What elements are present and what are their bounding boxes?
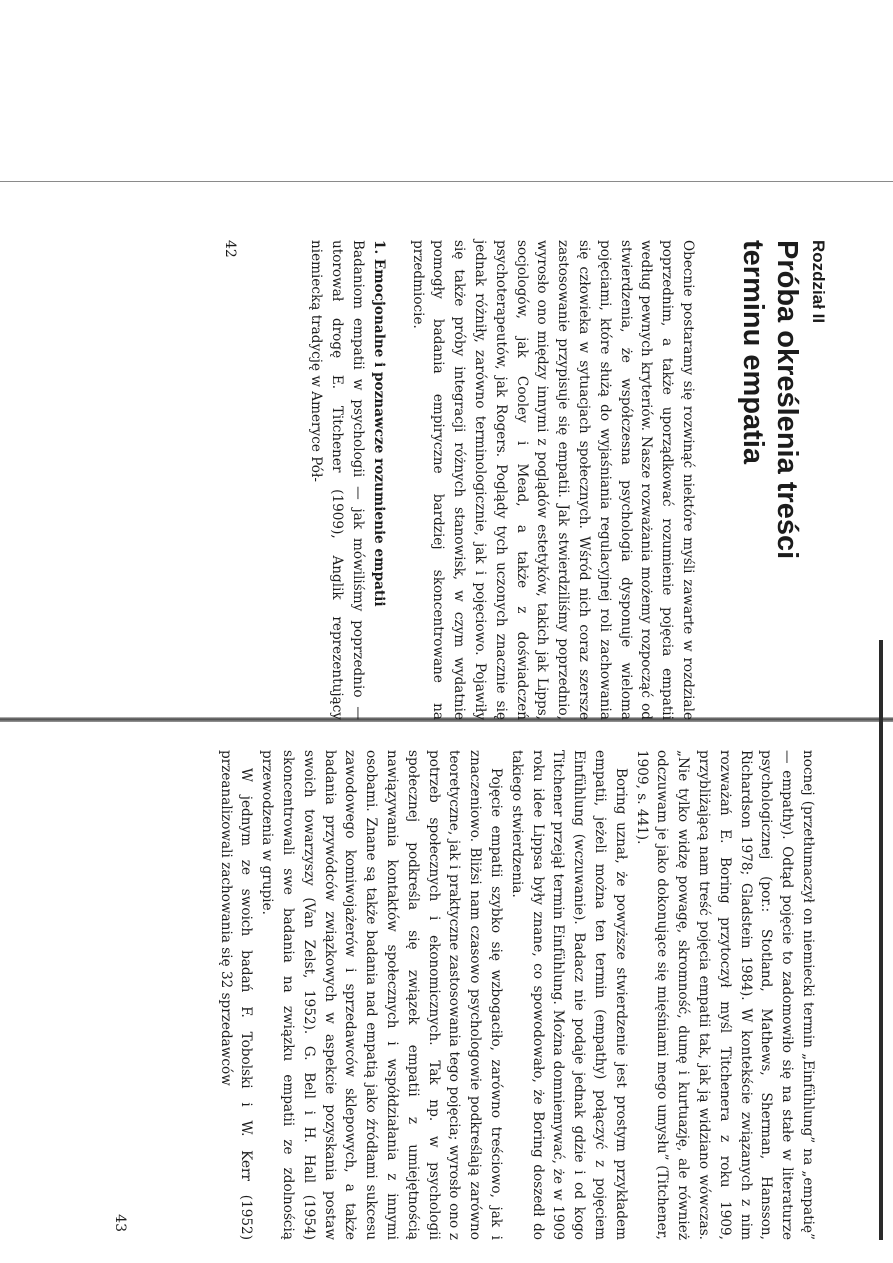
chapter-title-line-1: Próba określenia treści	[771, 240, 803, 560]
boring-paragraph: Boring uznał, że powyższe stwierdzenie jest prostym przykładem empatii, jeżeli można ten termin (empathy) połączyć z pojęciem Einfühlung (wczuwanie). Badacz nie podaje jednak gdzie i od kogo Titchener przejął termin Einfühlung. Można domniemywać, że w 1909 roku idee Lippsa były znane, co spowodowało, że Boring doszedł do takiego stwierdzenia.	[508, 750, 629, 1240]
scan-edge-line	[0, 181, 893, 182]
continuation-paragraph: nocnej (przetłumaczył on niemiecki termin „Einfühlung” na „empatię” — empathy). Odtąd pojęcie to zadomowiło się na stałe w literaturze psychologicznej (por.: Stotland, Mathews, Sherman, Hansson, Richardson 1978; Gladstein 1984). W kontekście związanych z nim rozważań E. Boring przytoczył myśl Titchenera z roku 1909, przybliżającą nam treść pojęcia empatii tak, jak ją widziano wówczas. „Nie tylko widzę powagę, skromność, dumę i kurtuazję, ale również odczuwam je jako dokonujące się mięśniami mego umysłu” (Titchener, 1909, s. 441).	[633, 750, 816, 1240]
page-43	[93, 750, 818, 1240]
page-number: 42	[222, 240, 238, 258]
scan-right-edge	[879, 640, 883, 1240]
section-heading: 1. Emocjonalne i poznawcze rozumienie empatii	[370, 240, 387, 607]
page-number: 43	[112, 1214, 128, 1232]
page-42	[222, 240, 828, 720]
tobolski-paragraph: W jednym ze swoich badań F. Tobolski i W. Kerr (1952) przeanalizowali zachowania się 32 sprzedawców	[217, 750, 255, 1240]
chapter-title	[736, 240, 804, 720]
chapter-label: Rozdział II	[809, 240, 828, 324]
section-paragraph: Badaniom empatii w psychologii — jak mówiliśmy poprzednio — utorował drogę E. Titchener (1909), Anglik reprezentujący niemiecką tradycję w Ameryce Pół-	[308, 240, 367, 720]
concept-paragraph: Pojęcie empatii szybko się wzbogaciło, zarówno treściowo, jak i znaczeniowo. Bliżsi nam czasowo psychologowie podkreślają zarówno teoretyczne, jak i praktyczne zastosowania tego pojęcia; wyrosło ono z potrzeb społecznych i ekonomicznych. Tak np. w psychologii społecznej podkreśla się związek empatii z umiejętnością nawiązywania kontaktów społecznych i współdziałania z innymi osobami. Znane są także badania nad empatią jako źródłami sukcesu zawodowego komiwojażerów i sprzedawców sklepowych, a także badania przywódców związkowych w aspekcie pozyskania postaw swoich towarzyszy (Van Zelst, 1952). G. Bell i H. Hall (1954) skoncentrowali swe badania na związku empatii ze zdolnością przewodzenia w grupie.	[259, 750, 505, 1240]
chapter-title-line-2: terminu empatia	[737, 240, 769, 464]
intro-paragraph: Obecnie postaramy się rozwinąć niektóre myśli zawarte w rozdziale poprzednim, a także uporządkować rozumienie pojęcia empatii według pewnych kryteriów. Nasze rozważania możemy rozpocząć od stwierdzenia, że współczesna psychologia dysponuje wieloma pojęciami, które służą do wyjaśniania regulacyjnej roli zachowania się człowieka w sytuacjach społecznych. Wśród nich coraz szersze zastosowanie przypisuje się empatii. Jak stwierdziliśmy poprzednio, wyrosło ono między innymi z poglądów estetyków, takich jak Lipps, socjologów, jak Cooley i Mead, a także z doświadczeń psychoterapeutów, jak Rogers. Poglądy tych uczonych znacznie się jednak różniły, zarówno terminologicznie, jak i pojęciowo. Pojawiły się także próby integracji różnych stanowisk, w czym wydatnie pomogły badania empiryczne bardziej skoncentrowane na przedmiocie.	[409, 240, 696, 720]
